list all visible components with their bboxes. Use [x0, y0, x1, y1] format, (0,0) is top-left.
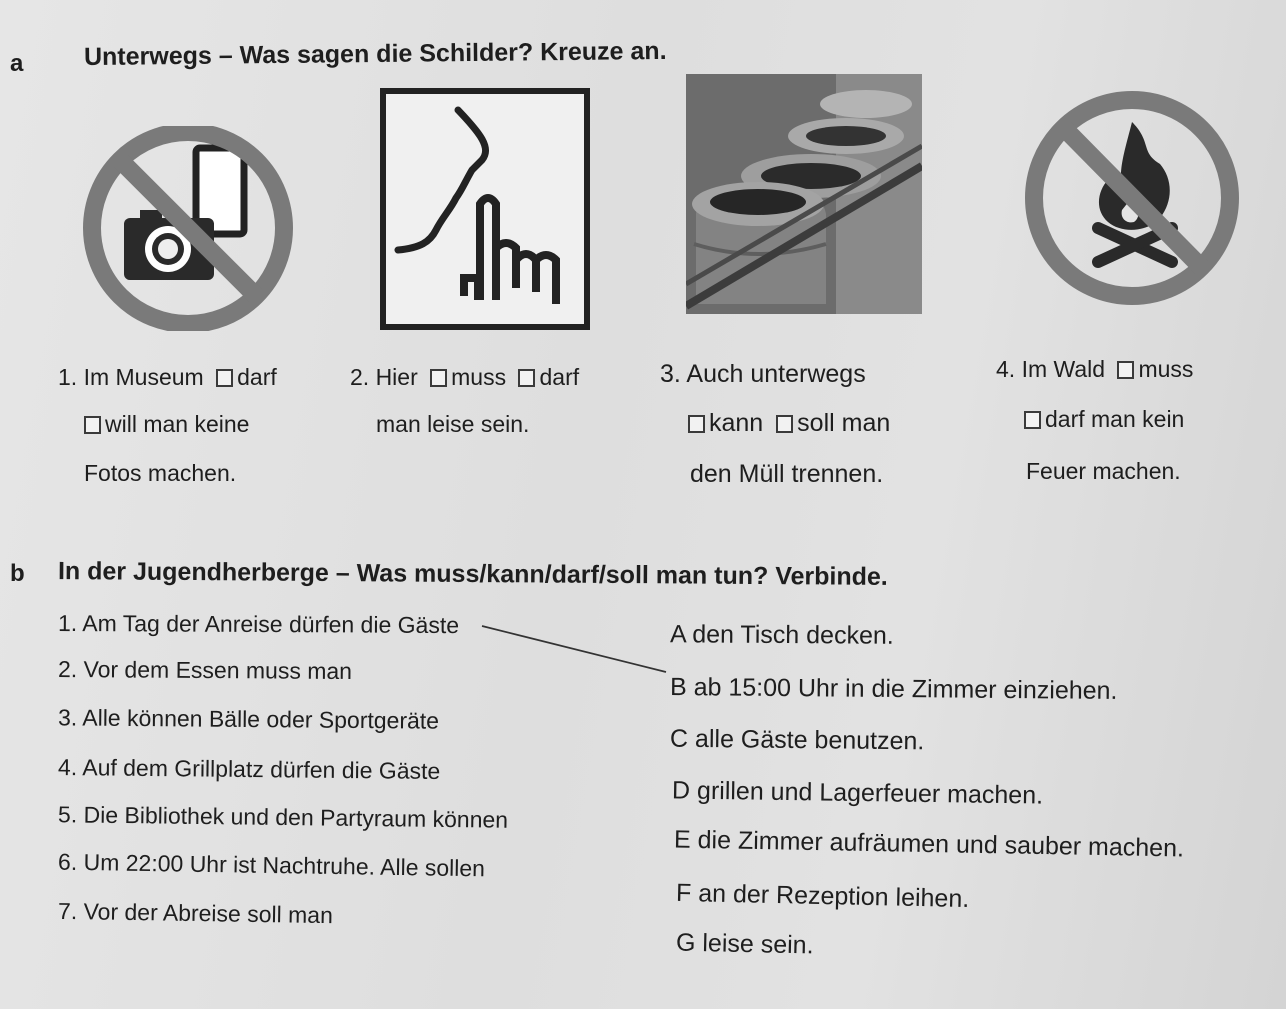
b-left-6: 6. Um 22:00 Uhr ist Nachtruhe. Alle sollen	[57, 848, 486, 882]
be-quiet-sign	[380, 88, 592, 330]
section-a-letter: a	[10, 50, 24, 77]
a-item-2-line2: man leise sein.	[376, 411, 530, 437]
b-example-connection-line	[480, 622, 670, 678]
section-a-title: Unterwegs – Was sagen die Schilder? Kreuze an.	[83, 36, 667, 72]
a-item-2-opt1: muss	[451, 364, 507, 390]
a-item-3-checkbox-2[interactable]	[776, 415, 793, 433]
recycling-bins-photo	[686, 74, 922, 314]
a-item-4-line2	[1024, 406, 1184, 433]
a-item-4-num: 4. Im Wald	[996, 356, 1106, 382]
b-right-F: F an der Rezeption leihen.	[675, 878, 970, 914]
a-item-2-opt2: darf	[539, 364, 580, 390]
b-right-C: C alle Gäste benutzen.	[669, 724, 925, 756]
a-item-4-checkbox-1[interactable]	[1117, 361, 1134, 379]
a-item-4-line3: Feuer machen.	[1026, 458, 1181, 484]
a-item-3-line2	[688, 409, 890, 438]
b-right-B: B ab 15:00 Uhr in die Zimmer einziehen.	[669, 673, 1118, 705]
b-right-A: A den Tisch decken.	[669, 620, 894, 650]
a-item-3-checkbox-1[interactable]	[688, 415, 705, 433]
a-item-2-num: 2. Hier	[350, 364, 418, 390]
a-item-1-checkbox-2[interactable]	[84, 416, 101, 434]
b-left-1: 1. Am Tag der Anreise dürfen die Gäste	[57, 609, 460, 639]
b-right-D: D grillen und Lagerfeuer machen.	[671, 776, 1044, 810]
a-item-3-opt1: kann	[709, 409, 764, 437]
no-fire-sign	[1022, 82, 1244, 314]
section-b-letter: b	[10, 560, 25, 587]
b-left-7: 7. Vor der Abreise soll man	[57, 897, 334, 929]
a-item-2-line1	[350, 364, 579, 391]
a-item-3-opt2: soll man	[797, 409, 891, 437]
a-item-2-checkbox-2[interactable]	[518, 369, 535, 387]
b-right-G: G leise sein.	[675, 928, 814, 960]
a-item-1-opt1: darf	[237, 364, 277, 390]
b-right-E: E die Zimmer aufräumen und sauber machen.	[673, 825, 1185, 863]
a-item-3-line1: 3. Auch unterwegs	[660, 360, 866, 388]
a-item-4-line1	[996, 356, 1193, 383]
b-left-4: 4. Auf dem Grillplatz dürfen die Gäste	[57, 753, 441, 785]
no-photo-phone-sign	[78, 126, 298, 331]
a-item-1-line1	[58, 364, 277, 391]
b-left-2: 2. Vor dem Essen muss man	[57, 655, 353, 685]
a-item-1-opt2: will man keine	[105, 411, 250, 437]
a-item-4-opt1: muss	[1138, 356, 1194, 382]
a-item-1-num: 1. Im Museum	[58, 364, 204, 390]
a-item-4-opt2: darf man kein	[1045, 406, 1185, 432]
section-b-title: In der Jugendherberge – Was muss/kann/darf/soll man tun? Verbinde.	[57, 557, 888, 591]
a-item-2-checkbox-1[interactable]	[430, 369, 447, 387]
a-item-3-line3: den Müll trennen.	[690, 460, 884, 488]
b-left-5: 5. Die Bibliothek und den Partyraum können	[57, 801, 509, 833]
b-left-3: 3. Alle können Bälle oder Sportgeräte	[57, 704, 440, 734]
a-item-1-line3: Fotos machen.	[84, 460, 237, 486]
a-item-1-checkbox-1[interactable]	[216, 369, 233, 387]
a-item-4-checkbox-2[interactable]	[1024, 411, 1041, 429]
a-item-1-line2	[84, 411, 249, 438]
